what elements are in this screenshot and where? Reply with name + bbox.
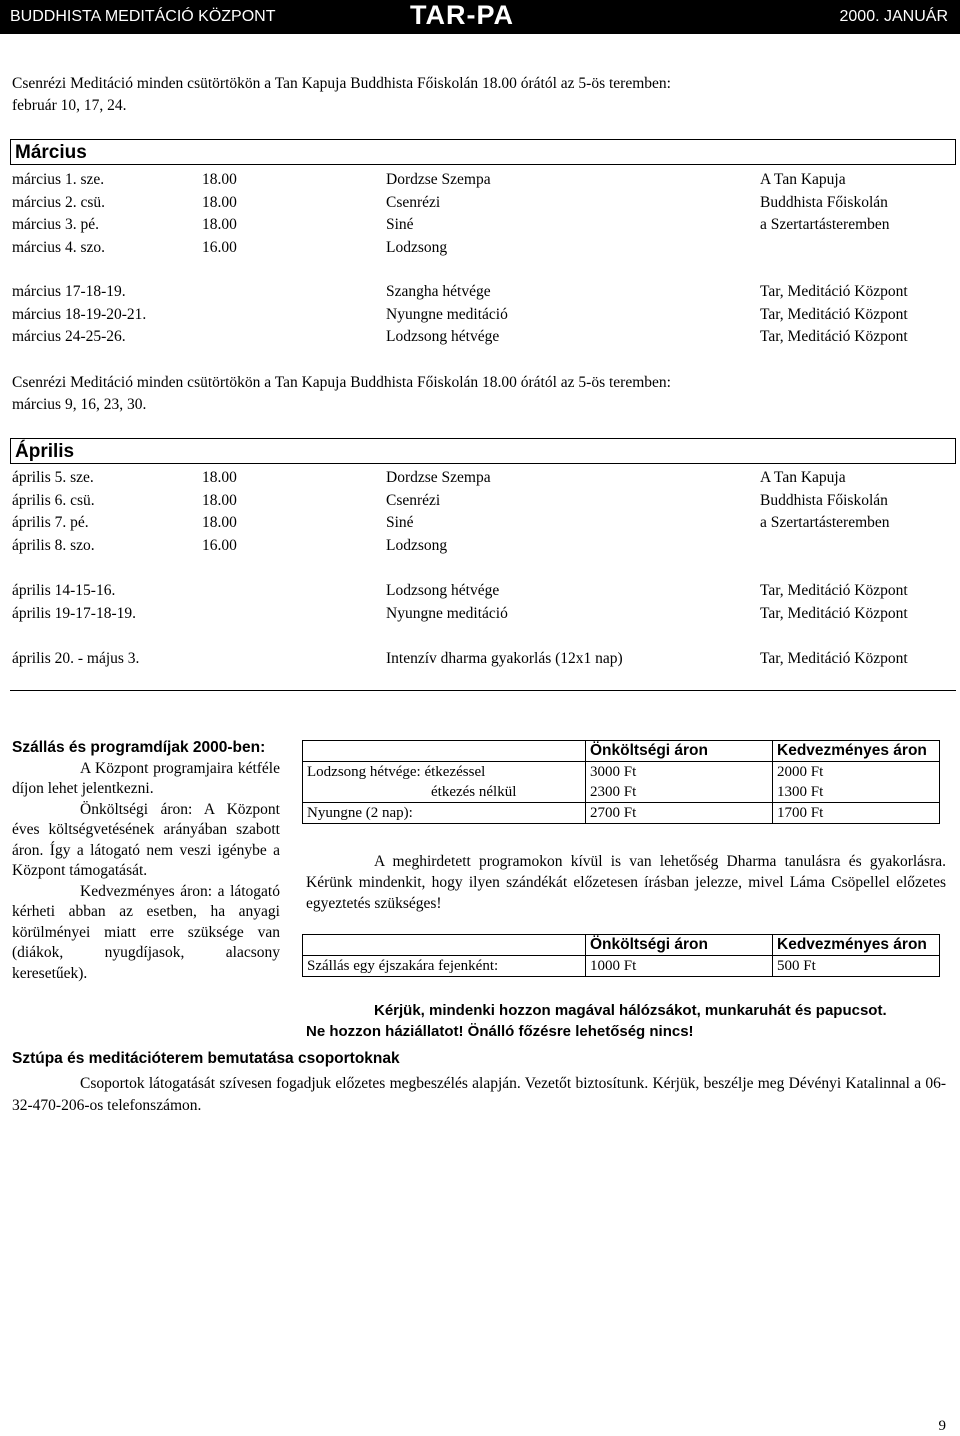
intro-note [12,73,812,117]
fees-explanation [12,738,280,984]
program: Nyungne meditáció [386,305,508,323]
location: Tar, Meditáció Központ [760,305,908,323]
location: A Tan Kapuja [760,171,846,188]
location: Buddhista Főiskolán [760,193,888,211]
location: Buddhista Főiskolán [760,491,888,509]
april-events [12,580,952,625]
march-note [12,372,812,416]
stupa-text: Csoportok látogatását szívesen fogadjuk előzetes megbeszélés alapján. Vezetőt biztosítunk. Kérjük, beszélje meg Dévényi Katalinnal a 06-32-470-206-os telefonszámon. [12,1075,946,1114]
march-note-line-1: Csenrézi Meditáció minden csütörtökön a Tan Kapuja Buddhista Főiskolán 18.00 órától az 5-ös teremben: [12,374,671,391]
location: Tar, Meditáció Központ [760,582,908,599]
time: 18.00 [202,193,237,211]
date: április 19-17-18-19. [12,604,136,622]
date: március 24-25-26. [12,328,126,345]
price-cell: 3000 Ft [586,762,773,783]
event-row [12,603,952,626]
location: Tar, Meditáció Központ [760,650,908,667]
april-retreat [12,648,952,671]
event-row [12,281,952,304]
event-row [12,648,952,671]
time: 18.00 [202,216,237,233]
march-weekly [12,169,952,259]
schedule-row [12,535,952,558]
date: március 4. szo. [12,238,105,256]
column-header: Kedvezményes áron [773,741,940,762]
date: március 17-18-19. [12,283,126,300]
dharma-note [306,851,946,914]
program: Szangha hétvége [386,283,491,300]
header-org: BUDDHISTA MEDITÁCIÓ KÖZPONT [10,8,276,25]
time: 18.00 [202,491,237,509]
program: Dordzse Szempa [386,171,491,188]
price-cell: 1300 Ft [773,782,940,803]
location: A Tan Kapuja [760,469,846,486]
program: Siné [386,216,414,233]
row-label: Szállás egy éjszakára fejenként: [303,956,586,977]
program: Siné [386,514,414,531]
fees-paragraph: A Központ programjaira kétféle díjon lehet jelentkezni. [12,759,280,797]
column-header: Önköltségi áron [586,935,773,956]
march-note-line-2: március 9, 16, 23, 30. [12,396,147,413]
bring-notice: Kérjük, mindenki hozzon magával hálózsákot, munkaruhát és papucsot. [374,1002,887,1019]
date: április 7. pé. [12,514,89,531]
program: Lodzsong hétvége [386,328,500,345]
time: 18.00 [202,514,237,531]
date: április 8. szo. [12,536,95,554]
page-number: 9 [938,1418,946,1434]
date: március 1. sze. [12,171,105,188]
header-title: TAR-PA [410,0,514,30]
location: Tar, Meditáció Központ [760,604,908,622]
intro-line-1: Csenrézi Meditáció minden csütörtökön a Tan Kapuja Buddhista Főiskolán 18.00 órától az 5-ös teremben: [12,75,671,92]
price-cell: 2300 Ft [586,782,773,803]
date: április 20. - május 3. [12,650,140,667]
price-cell: 1000 Ft [586,956,773,977]
schedule-row [12,192,952,215]
price-cell: 500 Ft [773,956,940,977]
price-cell: 2000 Ft [773,762,940,783]
time: 16.00 [202,536,237,554]
march-events [12,281,952,349]
dharma-note-text: A meghirdetett programokon kívül is van lehetőség Dharma tanulásra és gyakorlásra. Kérünk mindenkit, hogy ilyen szándékát előzetesen írásban jelezze, mivel Láma Csöpellel előzetes egyeztetés szükséges! [306,853,946,912]
table-corner [303,935,586,956]
schedule-row [12,237,952,260]
program: Csenrézi [386,193,441,211]
fees-title: Szállás és programdíjak 2000-ben: [12,739,266,756]
date: március 18-19-20-21. [12,305,147,323]
price-cell: 1700 Ft [773,803,940,824]
location: Tar, Meditáció Központ [760,283,908,300]
program: Lodzsong hétvége [386,582,500,599]
program: Lodzsong [386,536,448,554]
program: Csenrézi [386,491,441,509]
row-label: Lodzsong hétvége: étkezéssel [303,762,586,783]
table-corner [303,741,586,762]
event-row [12,580,952,603]
column-header: Kedvezményes áron [773,935,940,956]
program: Lodzsong [386,238,448,256]
date: március 3. pé. [12,216,99,233]
date: április 14-15-16. [12,582,116,599]
event-row [12,326,952,349]
fees-paragraph: Önköltségi áron: A Központ éves költségvetésének arányában szabott áron. Így a látogató nem veszi igénybe a Központ támogatását. [12,800,280,879]
schedule-row [12,490,952,513]
divider [10,690,956,691]
price-cell: 2700 Ft [586,803,773,824]
fees-paragraph: Kedvezményes áron: a látogató kérheti abban az esetben, ha anyagi körülményei miatt erre szüksége van (diákok, nyugdíjasok, alacsony keresetűek). [12,882,280,982]
stupa-title: Sztúpa és meditációterem bemutatása csoportoknak [12,1050,400,1067]
location: Tar, Meditáció Központ [760,328,908,345]
no-pets-notice: Ne hozzon háziállatot! Önálló főzésre lehetőség nincs! [306,1023,694,1040]
header-date: 2000. JANUÁR [839,8,948,25]
program-fee-table [302,740,940,824]
month-heading-april: Április [10,438,956,464]
program: Dordzse Szempa [386,469,491,486]
time: 18.00 [202,469,237,486]
location: a Szertartásteremben [760,514,890,531]
row-label: Nyungne (2 nap): [303,803,586,824]
date: április 6. csü. [12,491,95,509]
event-row [12,304,952,327]
time: 16.00 [202,238,237,256]
row-label: étkezés nélkül [303,782,586,803]
page-header [0,0,960,34]
schedule-row [12,169,952,192]
location: a Szertartásteremben [760,216,890,233]
schedule-row [12,467,952,490]
program: Nyungne meditáció [386,604,508,622]
month-heading-march: Március [10,139,956,165]
date: március 2. csü. [12,193,105,211]
april-weekly [12,467,952,557]
time: 18.00 [202,171,237,188]
program: Intenzív dharma gyakorlás (12x1 nap) [386,650,623,667]
intro-line-2: február 10, 17, 24. [12,97,127,114]
date: április 5. sze. [12,469,94,486]
column-header: Önköltségi áron [586,741,773,762]
schedule-row [12,512,952,535]
schedule-row [12,214,952,237]
lodging-fee-table [302,934,940,977]
